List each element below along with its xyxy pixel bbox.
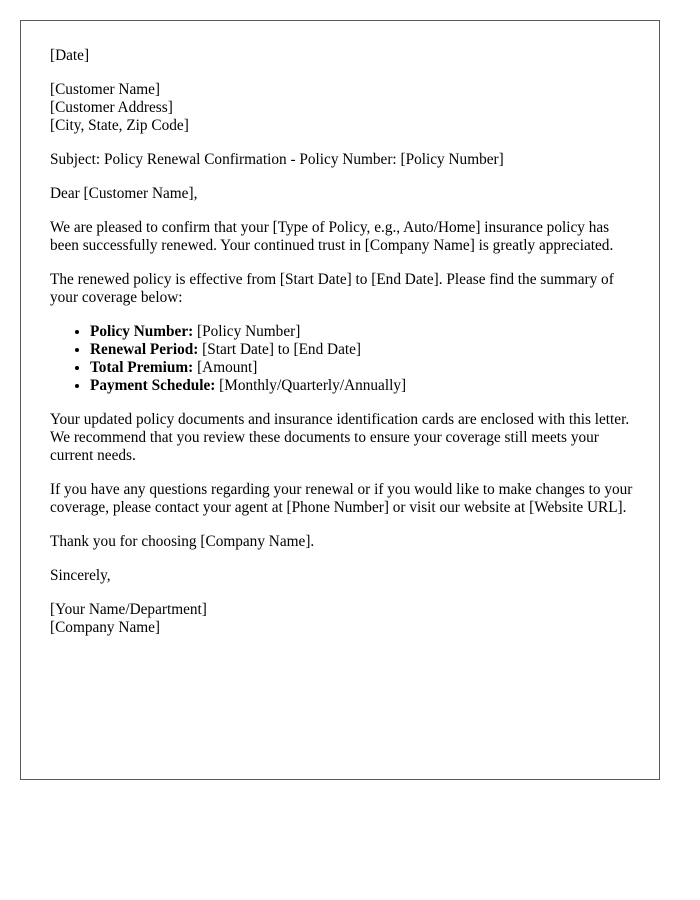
body-paragraph-4: If you have any questions regarding your renewal or if you would like to make changes to your coverage, please contact your agent at [Phone Number] or visit our website at [Website URL]. [50,481,633,516]
summary-label-renewal-period: Renewal Period: [90,341,199,358]
list-item [90,341,640,359]
thanks-line: Thank you for choosing [Company Name]. [50,533,315,550]
summary-value-policy-number: [Policy Number] [193,323,301,340]
body-paragraph-1: We are pleased to confirm that your [Type of Policy, e.g., Auto/Home] insurance policy has been successfully renewed. Your continued trust in [Company Name] is greatly appreciated. [50,219,614,254]
summary-label-total-premium: Total Premium: [90,359,194,376]
signature-name-department: [Your Name/Department] [50,601,207,618]
recipient-name: [Customer Name] [50,81,161,98]
letter-content [50,47,640,653]
summary-label-payment-schedule: Payment Schedule: [90,377,216,394]
list-item [90,377,640,395]
letter-page [20,20,660,780]
coverage-summary-list [50,323,640,395]
recipient-block [50,81,640,135]
signature-company: [Company Name] [50,619,161,636]
summary-label-policy-number: Policy Number: [90,323,194,340]
recipient-city-state-zip: [City, State, Zip Code] [50,117,189,134]
list-item [90,323,640,341]
subject-line: Subject: Policy Renewal Confirmation - Policy Number: [Policy Number] [50,151,504,168]
signature-block [50,601,640,637]
letter-date: [Date] [50,47,90,64]
recipient-address: [Customer Address] [50,99,173,116]
summary-value-renewal-period: [Start Date] to [End Date] [198,341,362,358]
list-item [90,359,640,377]
summary-value-payment-schedule: [Monthly/Quarterly/Annually] [215,377,407,394]
salutation: Dear [Customer Name], [50,185,198,202]
summary-value-total-premium: [Amount] [193,359,258,376]
body-paragraph-3: Your updated policy documents and insurance identification cards are enclosed with this letter. We recommend that you review these documents to ensure your coverage still meets your current needs. [50,411,630,464]
closing-line: Sincerely, [50,567,111,584]
body-paragraph-2: The renewed policy is effective from [Start Date] to [End Date]. Please find the summary of your coverage below: [50,271,614,306]
